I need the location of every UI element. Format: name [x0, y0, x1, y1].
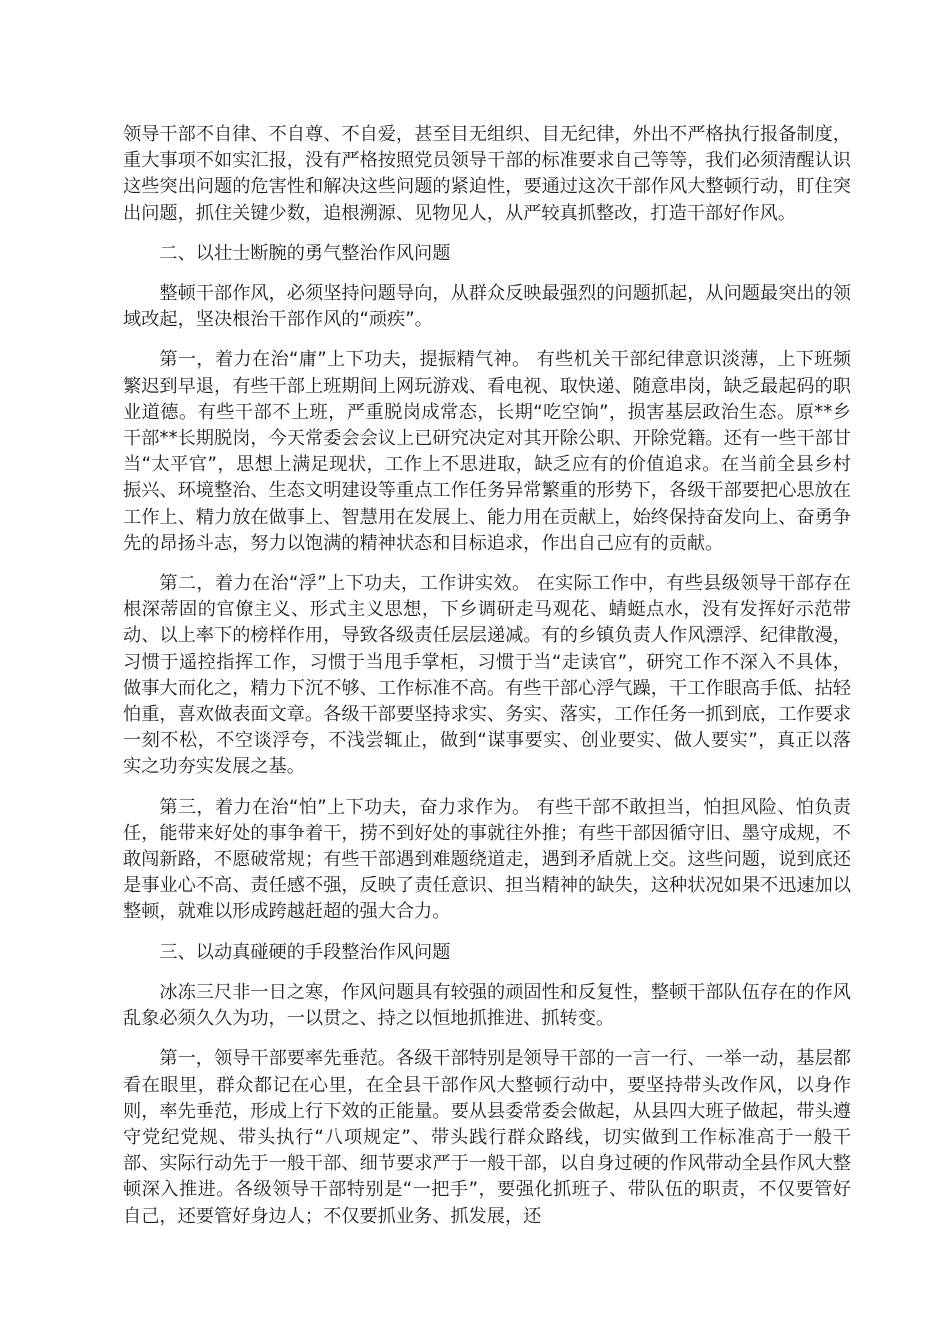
paragraph-text: 整顿干部作风，必须坚持问题导向，从群众反映最强烈的问题抓起，从问题最突出的领域改起，坚决根治干部作风的“顽疾”。	[123, 283, 851, 331]
paragraph-leaders	[123, 1046, 851, 1229]
paragraph-lead: 第一，领导干部要率先垂范。	[159, 1048, 396, 1070]
paragraph-lead: 第二，着力在治“浮”上下功夫，工作讲实效。	[159, 573, 531, 595]
section-heading-2	[123, 241, 851, 267]
paragraph-lead: 第三，着力在治“怕”上下功夫，奋力求作为。	[159, 796, 531, 818]
paragraph-point-3	[123, 795, 851, 926]
paragraph-text: 冰冻三尺非一日之寒，作风问题具有较强的顽固性和反复性，整顿干部队伍存在的作风乱象必须久久为功，一以贯之、持之以恒地抓推进、抓转变。	[123, 981, 851, 1030]
paragraph-point-2	[123, 571, 851, 781]
heading-text: 二、以壮士断腕的勇气整治作风问题	[159, 242, 451, 264]
paragraph-text: 领导干部不自律、不自尊、不自爱，甚至目无组织、目无纪律，外出不严格执行报备制度，重大事项不如实汇报，没有严格按照党员领导干部的标准要求自己等等，我们必须清醒认识这些突出问题的危害性和解决这些问题的紧迫性，要通过这次干部作风大整顿行动，盯住突出问题，抓住关键少数，追根溯源、见物见人，从严较真抓整改，打造干部好作风。	[123, 124, 851, 224]
paragraph-text: 在实际工作中，有些县级领导干部存在根深蒂固的官僚主义、形式主义思想，下乡调研走马观花、蜻蜓点水，没有发挥好示范带动、以上率下的榜样作用，导致各级责任层层递减。有的乡镇负责人作风漂浮、纪律散漫，习惯于遥控指挥工作，习惯于当甩手掌柜，习惯于当“走读官”，研究工作不深入不具体，做事大而化之，精力下沉不够、工作标准不高。有些干部心浮气躁，干工作眼高手低、拈轻怕重，喜欢做表面文章。各级干部要坚持求实、务实、落实，工作任务一抓到底，工作要求一刻不松，不空谈浮夸，不浅尝辄止，做到“谋事要实、创业要实、做人要实”，真正以落实之功夯实发展之基。	[123, 573, 851, 778]
paragraph-text: 各级干部特别是领导干部的一言一行、一举一动，基层都看在眼里，群众都记在心里，在全县干部作风大整顿行动中，要坚持带头改作风，以身作则，率先垂范，形成上行下效的正能量。要从县委常委会做起，从县四大班子做起，带头遵守党纪党规、带头执行“八项规定”、带头践行群众路线，切实做到工作标准高于一般干部、实际行动先于一般干部、细节要求严于一般干部，以自身过硬的作风带动全县作风大整顿深入推进。各级领导干部特别是“一把手”，要强化抓班子、带队伍的职责，不仅要管好自己，还要管好身边人；不仅要抓业务、抓发展，还	[123, 1048, 851, 1227]
paragraph-intro-2	[123, 281, 851, 333]
paragraph-point-1	[123, 347, 851, 557]
paragraph-continuation	[123, 122, 851, 227]
paragraph-text: 有些干部不敢担当，怕担风险、怕负责任，能带来好处的事争着干，捞不到好处的事就往外推；有些干部因循守旧、墨守成规，不敢闯新路，不愿破常规；有些干部遇到难题绕道走，遇到矛盾就上交。这些问题，说到底还是事业心不高、责任感不强，反映了责任意识、担当精神的缺失，这种状况如果不迅速加以整顿，就难以形成跨越赶超的强大合力。	[123, 796, 851, 923]
paragraph-text: 有些机关干部纪律意识淡薄，上下班频繁迟到早退，有些干部上班期间上网玩游戏、看电视、取快递、随意串岗，缺乏最起码的职业道德。有些干部不上班，严重脱岗成常态，长期“吃空饷”，损害基层政治生态。原**乡干部**长期脱岗，今天常委会会议上已研究决定对其开除公职、开除党籍。还有一些干部甘当“太平官”，思想上满足现状，工作上不思进取，缺乏应有的价值追求。在当前全县乡村振兴、环境整治、生态文明建设等重点工作任务异常繁重的形势下，各级干部要把心思放在工作上、精力放在做事上、智慧用在发展上、能力用在贡献上，始终保持奋发向上、奋勇争先的昂扬斗志，努力以饱满的精神状态和目标追求，作出自己应有的贡献。	[123, 349, 851, 554]
paragraph-intro-3	[123, 980, 851, 1032]
section-heading-3	[123, 940, 851, 966]
document-page	[123, 122, 851, 1244]
heading-text: 三、以动真碰硬的手段整治作风问题	[159, 941, 451, 963]
paragraph-lead: 第一，着力在治“庸”上下功夫，提振精气神。	[159, 349, 531, 371]
